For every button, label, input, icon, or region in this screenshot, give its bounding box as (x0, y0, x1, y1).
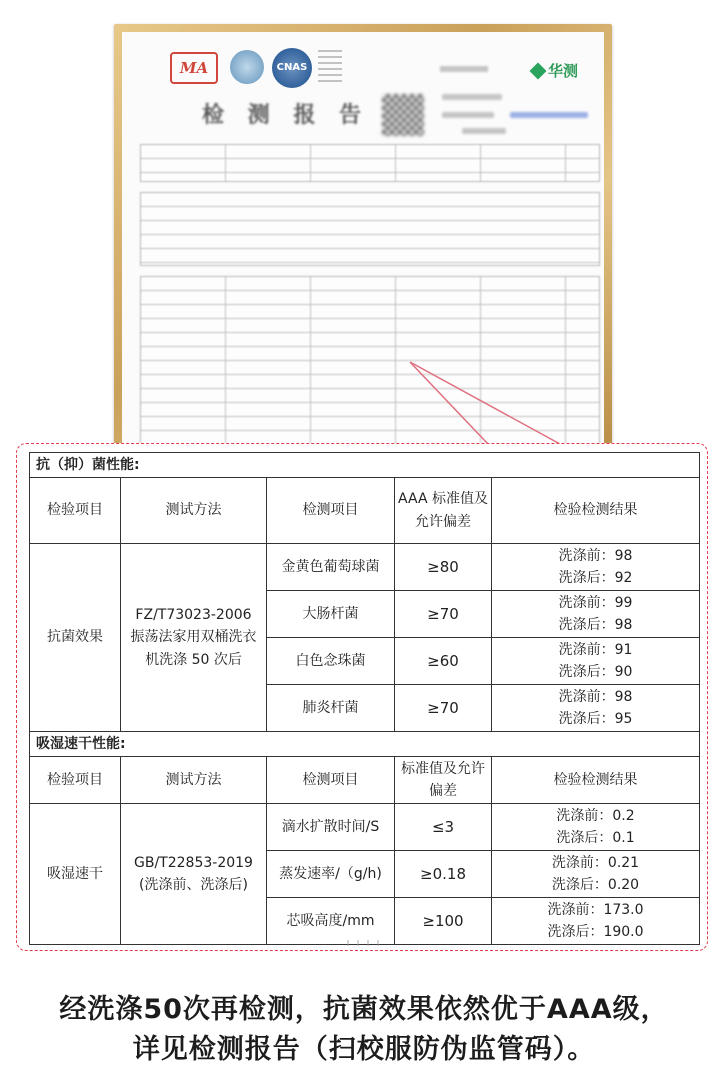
column-header: 检测项目 (267, 757, 395, 804)
test-item-cell: 吸湿速干 (30, 804, 121, 945)
result-cell (492, 591, 700, 638)
column-header: 测试方法 (121, 757, 267, 804)
column-header: 标准值及允许偏差 (395, 757, 492, 804)
result-after: 洗涤后：0.20 (551, 877, 640, 893)
test-subject: 滴水扩散时间/S (267, 804, 395, 851)
test-method-cell: FZ/T73023-2006 振荡法家用双桶洗衣机洗涤 50 次后 (121, 544, 267, 732)
standard-value: ≥70 (395, 591, 492, 638)
column-header: 检测项目 (267, 478, 395, 544)
result-after: 洗涤后：98 (558, 617, 633, 633)
standard-value: ≥70 (395, 685, 492, 732)
report-title: 检 测 报 告 (202, 102, 369, 128)
result-before: 洗涤前：173.0 (547, 901, 644, 918)
table-row (30, 804, 700, 851)
test-subject: 白色念珠菌 (267, 638, 395, 685)
test-results-card (16, 443, 708, 951)
test-subject: 金黄色葡萄球菌 (267, 544, 395, 591)
callout-pointer (0, 0, 728, 470)
cnas-logo: CNAS (272, 48, 312, 88)
column-header: AAA 标准值及允许偏差 (395, 478, 492, 544)
table-row (30, 544, 700, 591)
result-cell (492, 851, 700, 898)
caption-line-1: 经洗涤50次再检测，抗菌效果依然优于AAA级， (59, 994, 669, 1025)
column-header: 检验项目 (30, 478, 121, 544)
standard-value: ≤3 (395, 804, 492, 851)
standard-value: ≥80 (395, 544, 492, 591)
test-item-cell: 抗菌效果 (30, 544, 121, 732)
column-header: 检验项目 (30, 757, 121, 804)
standard-value: ≥100 (395, 898, 492, 945)
test-subject: 大肠杆菌 (267, 591, 395, 638)
result-before: 洗涤前：98 (558, 547, 633, 564)
column-header: 测试方法 (121, 478, 267, 544)
table-header-row (30, 478, 700, 544)
standard-value: ≥60 (395, 638, 492, 685)
result-before: 洗涤前：0.2 (556, 807, 635, 824)
result-cell (492, 804, 700, 851)
test-results-table (29, 452, 700, 945)
test-subject: 芯吸高度/mm (267, 898, 395, 945)
standard-value: ≥0.18 (395, 851, 492, 898)
column-header: 检验检测结果 (492, 478, 700, 544)
antibacterial-section-title: 抗（抑）菌性能: (30, 453, 700, 478)
method-note: (洗涤前、洗涤后) (139, 877, 248, 893)
moisture-section-title: 吸湿速干性能: (30, 732, 700, 757)
method-standard: GB/T22853-2019 (134, 854, 253, 871)
brand-name: 华测 (548, 62, 579, 80)
result-after: 洗涤后：190.0 (547, 924, 644, 940)
test-subject: 蒸发速率/（g/h) (267, 851, 395, 898)
column-header: 检验检测结果 (492, 757, 700, 804)
page-marker (347, 940, 387, 946)
result-before: 洗涤前：91 (558, 641, 633, 658)
result-cell (492, 638, 700, 685)
table-header-row (30, 757, 700, 804)
result-cell (492, 544, 700, 591)
cma-logo: MA (170, 52, 218, 84)
result-after: 洗涤后：92 (558, 570, 633, 586)
test-subject: 肺炎杆菌 (267, 685, 395, 732)
result-after: 洗涤后：90 (558, 664, 633, 680)
result-before: 洗涤前：0.21 (551, 854, 640, 871)
caption-line-2: 详见检测报告（扫校服防伪监管码）。 (132, 1034, 596, 1065)
result-cell (492, 685, 700, 732)
result-after: 洗涤后：95 (558, 711, 633, 727)
result-before: 洗涤前：98 (558, 688, 633, 705)
test-method-cell (121, 804, 267, 945)
result-cell (492, 898, 700, 945)
table-row (30, 453, 700, 478)
result-before: 洗涤前：99 (558, 594, 633, 611)
table-row (30, 732, 700, 757)
result-after: 洗涤后：0.1 (556, 830, 635, 846)
